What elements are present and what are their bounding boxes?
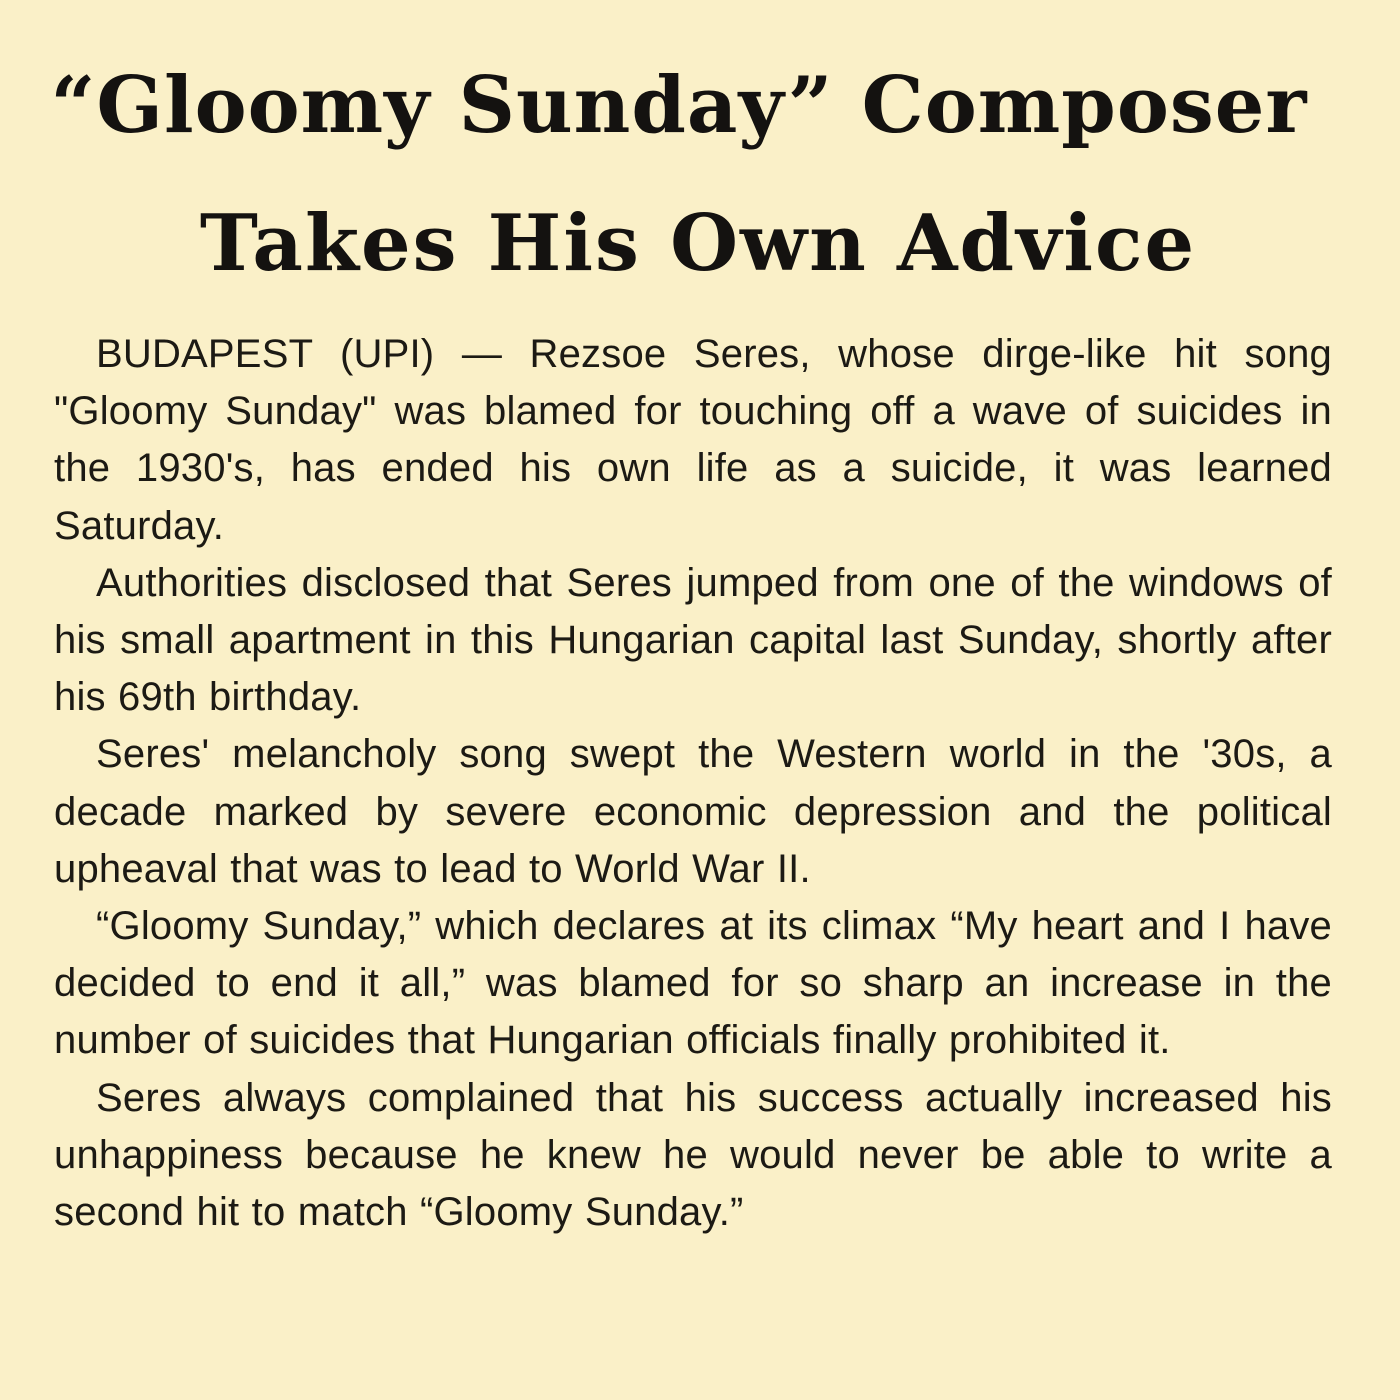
article-paragraph-3: Seres' melancholy song swept the Western world in the '30s, a decade marked by severe economic depression and the political upheaval that was to lead to World War II.	[54, 732, 1332, 891]
article-paragraph-1: BUDAPEST (UPI) — Rezsoe Seres, whose dirge-like hit song "Gloomy Sunday" was blamed for touching off a wave of suicides in the 1930's, has ended his own life as a suicide, it was learned Saturday.	[54, 332, 1332, 548]
article-body	[54, 326, 1332, 1241]
article-paragraph-4: “Gloomy Sunday,” which declares at its climax “My heart and I have decided to end it all,” was blamed for so sharp an increase in the number of suicides that Hungarian officials finally prohibited it.	[54, 904, 1332, 1063]
headline-line-2: Takes His Own Advice	[199, 198, 1197, 289]
headline-line-1: “Gloomy Sunday” Composer	[50, 60, 1308, 151]
headline	[50, 58, 1332, 292]
article-paragraph-2: Authorities disclosed that Seres jumped from one of the windows of his small apartment in this Hungarian capital last Sunday, shortly after his 69th birthday.	[54, 560, 1332, 720]
article-paragraph-5: Seres always complained that his success actually increased his unhappiness because he knew he would never be able to write a second hit to match “Gloomy Sunday.”	[54, 1075, 1332, 1235]
